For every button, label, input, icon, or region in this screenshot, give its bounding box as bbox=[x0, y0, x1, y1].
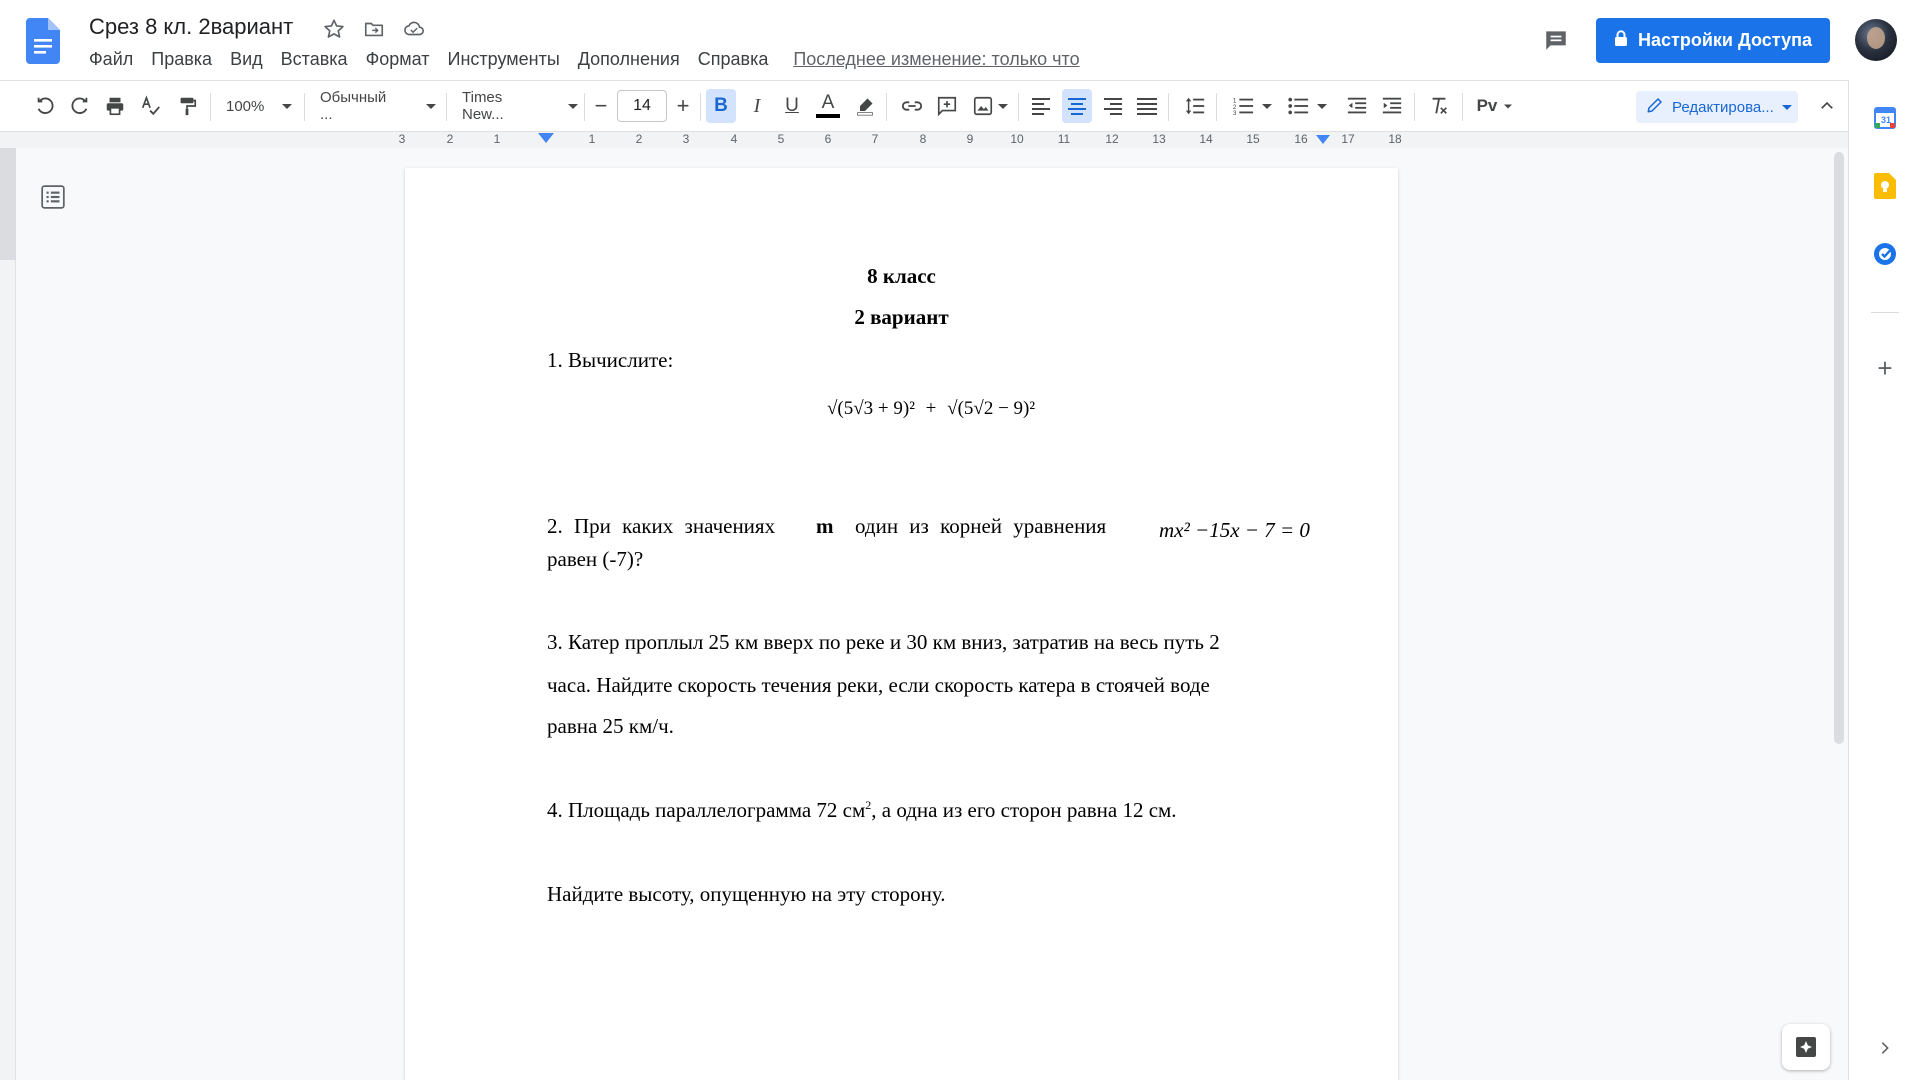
decrease-indent-icon[interactable] bbox=[1342, 89, 1372, 123]
collapse-menus-icon[interactable] bbox=[1812, 89, 1842, 123]
ruler-mark: 3 bbox=[682, 132, 690, 146]
ruler-mark: 5 bbox=[777, 132, 785, 146]
side-panel bbox=[1848, 80, 1920, 1080]
question-4-line-1 bbox=[547, 798, 1177, 823]
ruler-mark: 1 bbox=[493, 132, 501, 146]
menu-view[interactable]: Вид bbox=[230, 49, 263, 69]
ruler-mark: 15 bbox=[1246, 132, 1260, 146]
docs-logo-icon[interactable] bbox=[26, 18, 60, 64]
heading-class: 8 класс bbox=[867, 264, 936, 288]
share-button-label: Настройки Доступа bbox=[1638, 30, 1812, 50]
tasks-icon[interactable] bbox=[1871, 240, 1899, 268]
question-2-part-2: один из корней уравнения bbox=[855, 514, 1107, 538]
menu-tools[interactable]: Инструменты bbox=[447, 49, 560, 69]
question-4-line-2: Найдите высоту, опущенную на эту сторону. bbox=[547, 882, 946, 906]
increase-font-size-button[interactable]: + bbox=[676, 93, 690, 118]
zoom-value: 100% bbox=[226, 97, 265, 115]
expression-plus: + bbox=[925, 398, 937, 419]
question-2-line-2: равен (-7)? bbox=[547, 547, 644, 571]
ruler-mark: 1 bbox=[588, 132, 596, 146]
svg-text:31: 31 bbox=[1881, 115, 1892, 125]
right-indent-marker[interactable] bbox=[1316, 135, 1330, 144]
undo-icon[interactable] bbox=[30, 89, 60, 123]
question-4-superscript: 2 bbox=[865, 798, 872, 812]
vertical-scrollbar[interactable] bbox=[1834, 152, 1844, 744]
question-4-text-end: , а одна из его сторон равна 12 см. bbox=[871, 798, 1177, 822]
star-icon[interactable] bbox=[321, 16, 347, 42]
heading-variant: 2 вариант bbox=[854, 305, 949, 329]
bulleted-list-icon[interactable] bbox=[1283, 89, 1331, 123]
chevron-down-icon bbox=[568, 104, 578, 109]
align-right-icon[interactable] bbox=[1097, 89, 1127, 123]
question-2-part-1: 2. При каких значениях bbox=[547, 514, 776, 538]
ruler-mark: 12 bbox=[1105, 132, 1119, 146]
line-spacing-icon[interactable] bbox=[1180, 89, 1210, 123]
italic-button[interactable]: I bbox=[753, 94, 761, 117]
keep-icon[interactable] bbox=[1871, 172, 1899, 200]
formatting-toolbar bbox=[0, 80, 1848, 132]
lock-icon bbox=[1614, 30, 1628, 51]
insert-image-icon[interactable] bbox=[968, 89, 1012, 123]
editing-mode-select[interactable] bbox=[1636, 91, 1798, 123]
question-1-expression bbox=[827, 398, 1035, 420]
clear-formatting-icon[interactable] bbox=[1424, 89, 1454, 123]
add-comment-icon[interactable] bbox=[932, 89, 962, 123]
decrease-font-size-button[interactable]: − bbox=[594, 93, 608, 118]
menu-addons[interactable]: Дополнения bbox=[577, 49, 680, 69]
menu-bar bbox=[80, 47, 1080, 72]
spellcheck-icon[interactable] bbox=[136, 89, 166, 123]
ruler-mark: 11 bbox=[1057, 132, 1071, 146]
menu-insert[interactable]: Вставка bbox=[280, 49, 348, 69]
ruler-mark: 4 bbox=[730, 132, 738, 146]
font-family-value: Times New... bbox=[462, 89, 504, 123]
document-outline-icon[interactable] bbox=[40, 184, 66, 210]
question-3-line-2: часа. Найдите скорость течения реки, если скорость катера в стоячей воде bbox=[547, 673, 1210, 697]
paragraph-style-select[interactable] bbox=[316, 89, 436, 123]
underline-button[interactable]: U bbox=[785, 95, 799, 116]
title-bar bbox=[0, 0, 1920, 80]
ruler-mark: 8 bbox=[919, 132, 927, 146]
ruler-mark: 18 bbox=[1388, 132, 1402, 146]
svg-text:1: 1 bbox=[1232, 97, 1237, 105]
question-3-line-3: равна 25 км/ч. bbox=[547, 714, 674, 738]
menu-edit[interactable]: Правка bbox=[151, 49, 213, 69]
cloud-status-icon[interactable] bbox=[401, 16, 427, 42]
align-center-icon[interactable] bbox=[1062, 89, 1092, 123]
ruler-mark: 6 bbox=[824, 132, 832, 146]
last-edit-link[interactable]: Последнее изменение: только что bbox=[793, 49, 1080, 69]
ruler-mark: 16 bbox=[1294, 132, 1308, 146]
increase-indent-icon[interactable] bbox=[1377, 89, 1407, 123]
menu-file[interactable]: Файл bbox=[89, 49, 134, 69]
svg-text:3: 3 bbox=[1232, 110, 1237, 117]
add-addon-icon[interactable]: + bbox=[1877, 352, 1893, 383]
text-color-button[interactable]: A bbox=[813, 89, 843, 123]
chevron-down-icon bbox=[282, 104, 292, 109]
align-left-icon[interactable] bbox=[1027, 89, 1057, 123]
font-size-input[interactable]: 14 bbox=[617, 90, 667, 122]
pencil-icon bbox=[1646, 96, 1664, 118]
ruler-mark: 7 bbox=[871, 132, 879, 146]
document-title[interactable]: Срез 8 кл. 2вариант bbox=[89, 14, 294, 39]
font-family-select[interactable] bbox=[458, 89, 578, 123]
vertical-ruler[interactable] bbox=[0, 148, 16, 1080]
input-tools-icon[interactable]: Pv bbox=[1472, 89, 1518, 123]
left-indent-marker[interactable] bbox=[538, 133, 554, 143]
chevron-down-icon bbox=[426, 104, 436, 109]
menu-format[interactable]: Формат bbox=[365, 49, 430, 69]
question-4-text: 4. Площадь параллелограмма 72 см bbox=[547, 798, 866, 822]
comments-icon[interactable] bbox=[1540, 24, 1572, 56]
share-button[interactable] bbox=[1596, 18, 1830, 63]
highlight-color-icon[interactable] bbox=[850, 89, 880, 123]
print-icon[interactable] bbox=[100, 89, 130, 123]
move-folder-icon[interactable] bbox=[361, 16, 387, 42]
ruler-mark: 9 bbox=[966, 132, 974, 146]
ruler-mark: 10 bbox=[1010, 132, 1024, 146]
bold-button[interactable]: B bbox=[706, 89, 736, 123]
ruler-mark: 13 bbox=[1152, 132, 1166, 146]
explore-icon[interactable] bbox=[1782, 1024, 1830, 1070]
question-2-variable: m bbox=[816, 514, 834, 538]
paint-format-icon[interactable] bbox=[172, 89, 202, 123]
expression-term-1: √(5√3 + 9)² bbox=[827, 398, 915, 419]
expression-term-2: √(5√2 − 9)² bbox=[947, 398, 1036, 419]
question-1: 1. Вычислите: bbox=[547, 348, 674, 372]
calendar-icon[interactable] bbox=[1871, 104, 1899, 132]
ruler-mark: 2 bbox=[446, 132, 454, 146]
ruler-mark: 14 bbox=[1199, 132, 1213, 146]
horizontal-ruler[interactable] bbox=[0, 132, 1848, 148]
editing-mode-value: Редактирова... bbox=[1672, 98, 1774, 116]
insert-link-icon[interactable] bbox=[897, 89, 927, 123]
question-3-line-1: 3. Катер проплыл 25 км вверх по реке и 30 км вниз, затратив на весь путь 2 bbox=[547, 630, 1220, 654]
align-justify-icon[interactable] bbox=[1132, 89, 1162, 123]
menu-help[interactable]: Справка bbox=[697, 49, 769, 69]
chevron-down-icon bbox=[1782, 105, 1792, 110]
ruler-mark: 3 bbox=[398, 132, 406, 146]
numbered-list-icon[interactable] bbox=[1228, 89, 1276, 123]
ruler-mark: 17 bbox=[1341, 132, 1355, 146]
account-avatar[interactable] bbox=[1855, 19, 1897, 61]
question-2-equation: mx² −15x − 7 = 0 bbox=[1159, 518, 1310, 542]
redo-icon[interactable] bbox=[65, 89, 95, 123]
zoom-select[interactable] bbox=[222, 89, 292, 123]
document-page[interactable] bbox=[405, 168, 1398, 1080]
svg-text:2: 2 bbox=[1232, 103, 1237, 111]
chevron-right-icon[interactable] bbox=[1871, 1034, 1899, 1062]
ruler-mark: 2 bbox=[635, 132, 643, 146]
paragraph-style-value: Обычный ... bbox=[320, 89, 387, 123]
